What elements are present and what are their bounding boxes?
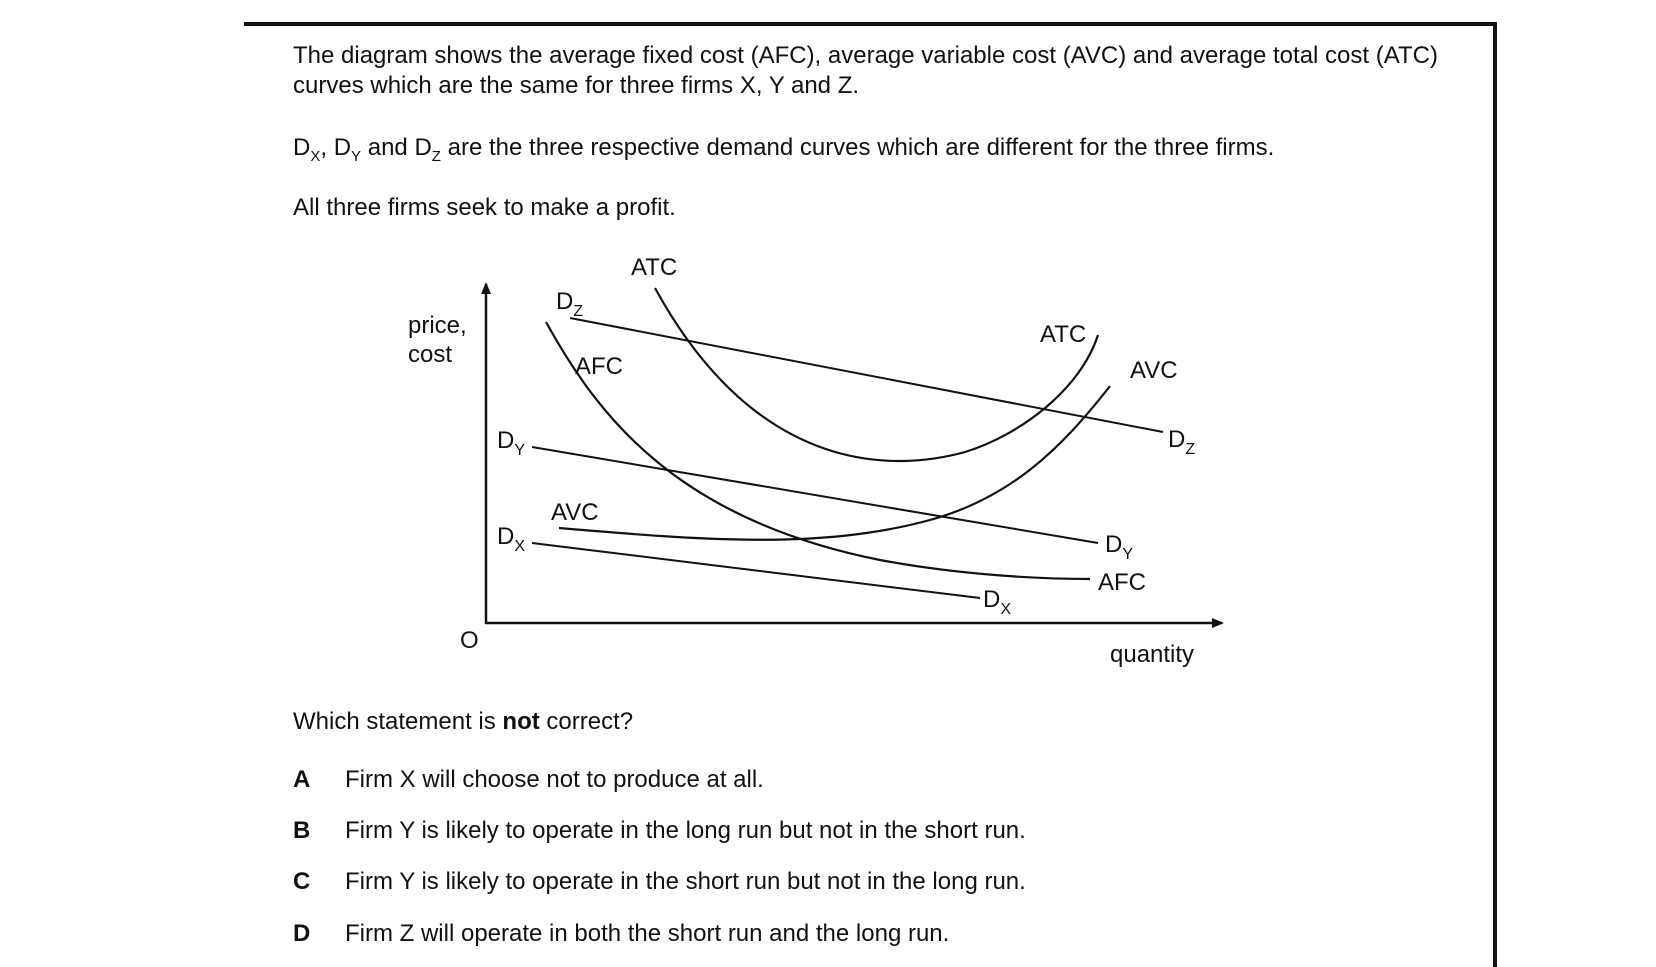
y-axis-label-cost: cost <box>408 341 453 368</box>
avc-label-right: AVC <box>1130 357 1178 384</box>
demand-d: D <box>414 134 432 161</box>
option-letter: A <box>293 766 311 793</box>
option-letter: C <box>293 868 311 895</box>
origin-label: O <box>460 627 479 654</box>
demand-and: and <box>361 134 415 161</box>
afc-label-left: AFC <box>575 353 623 380</box>
demand-curve-y <box>532 447 1098 543</box>
dy-label-left: $D_Y$ <box>497 427 526 459</box>
demand-x-subscript: X <box>310 148 321 165</box>
afc-curve <box>546 322 1090 579</box>
question-prefix: Which statement is <box>293 708 503 735</box>
demand-description: are the three respective demand curves which are different for the three firms. <box>440 134 1275 161</box>
dz-label-right: $D_Z$ <box>1168 426 1196 458</box>
dz-label-top: $D_Z$ <box>556 288 584 320</box>
avc-label-left: AVC <box>551 499 599 526</box>
option-text: Firm Y is likely to operate in the long run but not in the short run. <box>345 817 1026 844</box>
afc-label-right: AFC <box>1098 569 1146 596</box>
demand-d: D <box>293 134 311 161</box>
question-suffix: correct? <box>539 708 634 735</box>
avc-curve <box>559 386 1110 540</box>
demand-separator: , <box>320 134 334 161</box>
atc-label-right: ATC <box>1040 321 1087 348</box>
dy-label-right: $D_Y$ <box>1105 531 1134 563</box>
atc-curve <box>655 288 1098 461</box>
dx-label-right: $D_X$ <box>983 586 1012 618</box>
demand-z-subscript: Z <box>431 148 441 165</box>
option-text: Firm X will choose not to produce at all. <box>345 766 764 793</box>
y-axis-label-price: price, <box>408 312 467 339</box>
option-text: Firm Z will operate in both the short run and the long run. <box>345 920 950 947</box>
intro-paragraph: The diagram shows the average fixed cost (AFC), average variable cost (AVC) and average total cost (ATC) curves which are the same for three firms X, Y and Z. <box>293 42 1438 99</box>
option-letter: B <box>293 817 311 844</box>
dx-label-left: $D_X$ <box>497 523 526 555</box>
x-axis-label: quantity <box>1110 641 1195 668</box>
demand-y-subscript: Y <box>351 148 362 165</box>
question-emphasis: not <box>502 708 540 735</box>
question-text <box>293 707 633 737</box>
option-text: Firm Y is likely to operate in the short run but not in the long run. <box>345 868 1026 895</box>
atc-label-top: ATC <box>631 254 678 281</box>
option-letter: D <box>293 920 311 947</box>
demand-d: D <box>333 134 352 161</box>
profit-statement: All three firms seek to make a profit. <box>293 194 676 221</box>
demand-curve-x <box>532 543 980 598</box>
